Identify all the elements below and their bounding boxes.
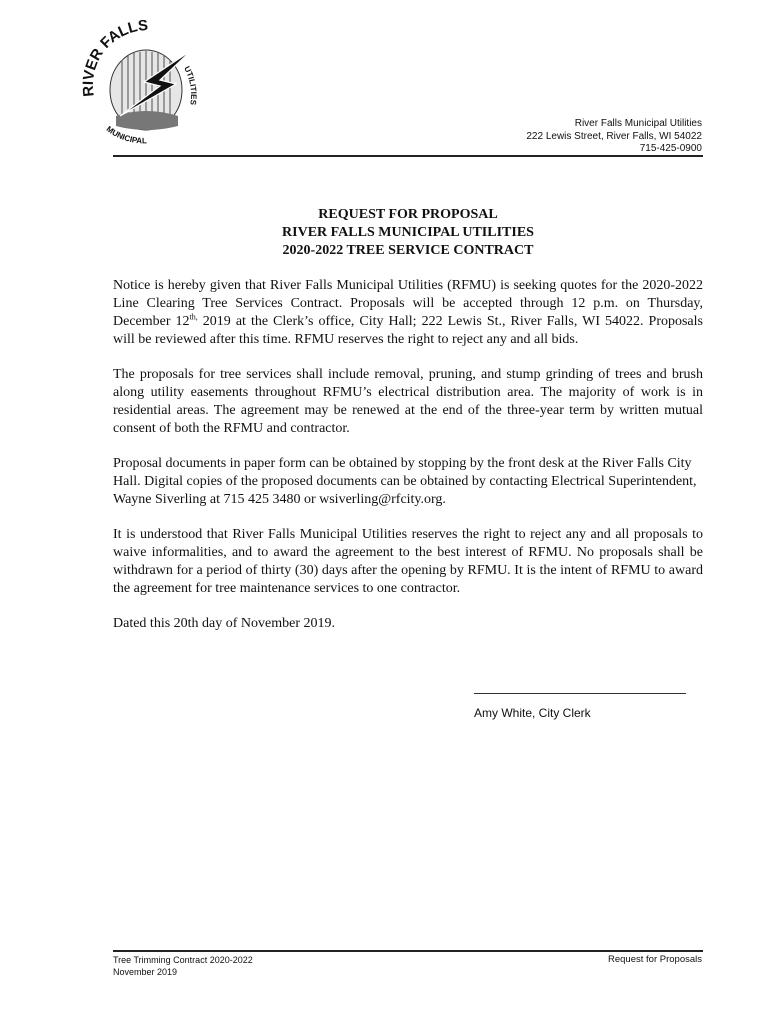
title-line-2: RIVER FALLS MUNICIPAL UTILITIES bbox=[282, 225, 534, 240]
date-ordinal-superscript: th, bbox=[189, 312, 198, 322]
paragraph-notice bbox=[113, 277, 703, 349]
footer-divider bbox=[113, 950, 703, 952]
footer-left bbox=[113, 954, 253, 978]
document-body bbox=[113, 277, 703, 650]
footer-date: November 2019 bbox=[113, 967, 178, 977]
document-title bbox=[113, 206, 703, 260]
footer-contract-name: Tree Trimming Contract 2020-2022 bbox=[113, 955, 253, 965]
river-falls-utilities-logo bbox=[80, 20, 215, 152]
header-divider bbox=[113, 155, 703, 157]
paragraph-terms: It is understood that River Falls Municipal Utilities reserves the right to reject any and all proposals to waive informalities, and to award the agreement to the best interest of RFMU. No proposals shall be withdrawn for a period of thirty (30) days after the opening by RFMU. It is the intent of RFMU to award the agreement for tree maintenance services to one contractor. bbox=[113, 527, 703, 596]
header-phone: 715-425-0900 bbox=[639, 143, 702, 154]
header-street-address: 222 Lewis Street, River Falls, WI 54022 bbox=[526, 130, 702, 142]
paragraph-documents: Proposal documents in paper form can be obtained by stopping by the front desk at the River Falls City Hall. Digital copies of the proposed documents can be obtained by contacting Electrical Superintendent, Wayne Siverling at 715 425 3480 or wsiverling@rfcity.org. bbox=[113, 456, 697, 507]
logo-emblem bbox=[110, 50, 192, 130]
title-line-1: REQUEST FOR PROPOSAL bbox=[318, 207, 498, 222]
title-line-3: 2020-2022 TREE SERVICE CONTRACT bbox=[282, 243, 534, 258]
footer-document-type: Request for Proposals bbox=[608, 954, 702, 965]
logo-text-bottom: MUNICIPAL bbox=[104, 124, 147, 146]
paragraph-dated: Dated this 20th day of November 2019. bbox=[113, 616, 336, 631]
header-address-block bbox=[526, 118, 702, 156]
logo-text-top: RIVER FALLS bbox=[80, 20, 149, 98]
signature-name: Amy White, City Clerk bbox=[474, 706, 591, 720]
logo-text-right: UTILITIES bbox=[182, 64, 199, 106]
header-org-name: River Falls Municipal Utilities bbox=[574, 118, 702, 129]
paragraph-scope: The proposals for tree services shall include removal, pruning, and stump grinding of trees and brush along utility easements throughout RFMU’s electrical distribution area. The majority of work is in residential areas. The agreement may be renewed at the end of the three-year term by written mutual consent of both the RFMU and contractor. bbox=[113, 367, 703, 436]
signature-line bbox=[474, 693, 686, 694]
notice-text-start: Notice is hereby given that River Falls Municipal Utilities (RFMU) is seeking quotes for the 2020-2022 Line Clearing Tree Services Contract. Proposals will be accepted through 12 p.m. on Thursday, December 12 bbox=[113, 278, 703, 329]
notice-text-end: 2019 at the Clerk’s office, City Hall; 222 Lewis St., River Falls, WI 54022. Proposals will be reviewed after this time. RFMU reserves the right to reject any and all bids. bbox=[113, 314, 703, 347]
